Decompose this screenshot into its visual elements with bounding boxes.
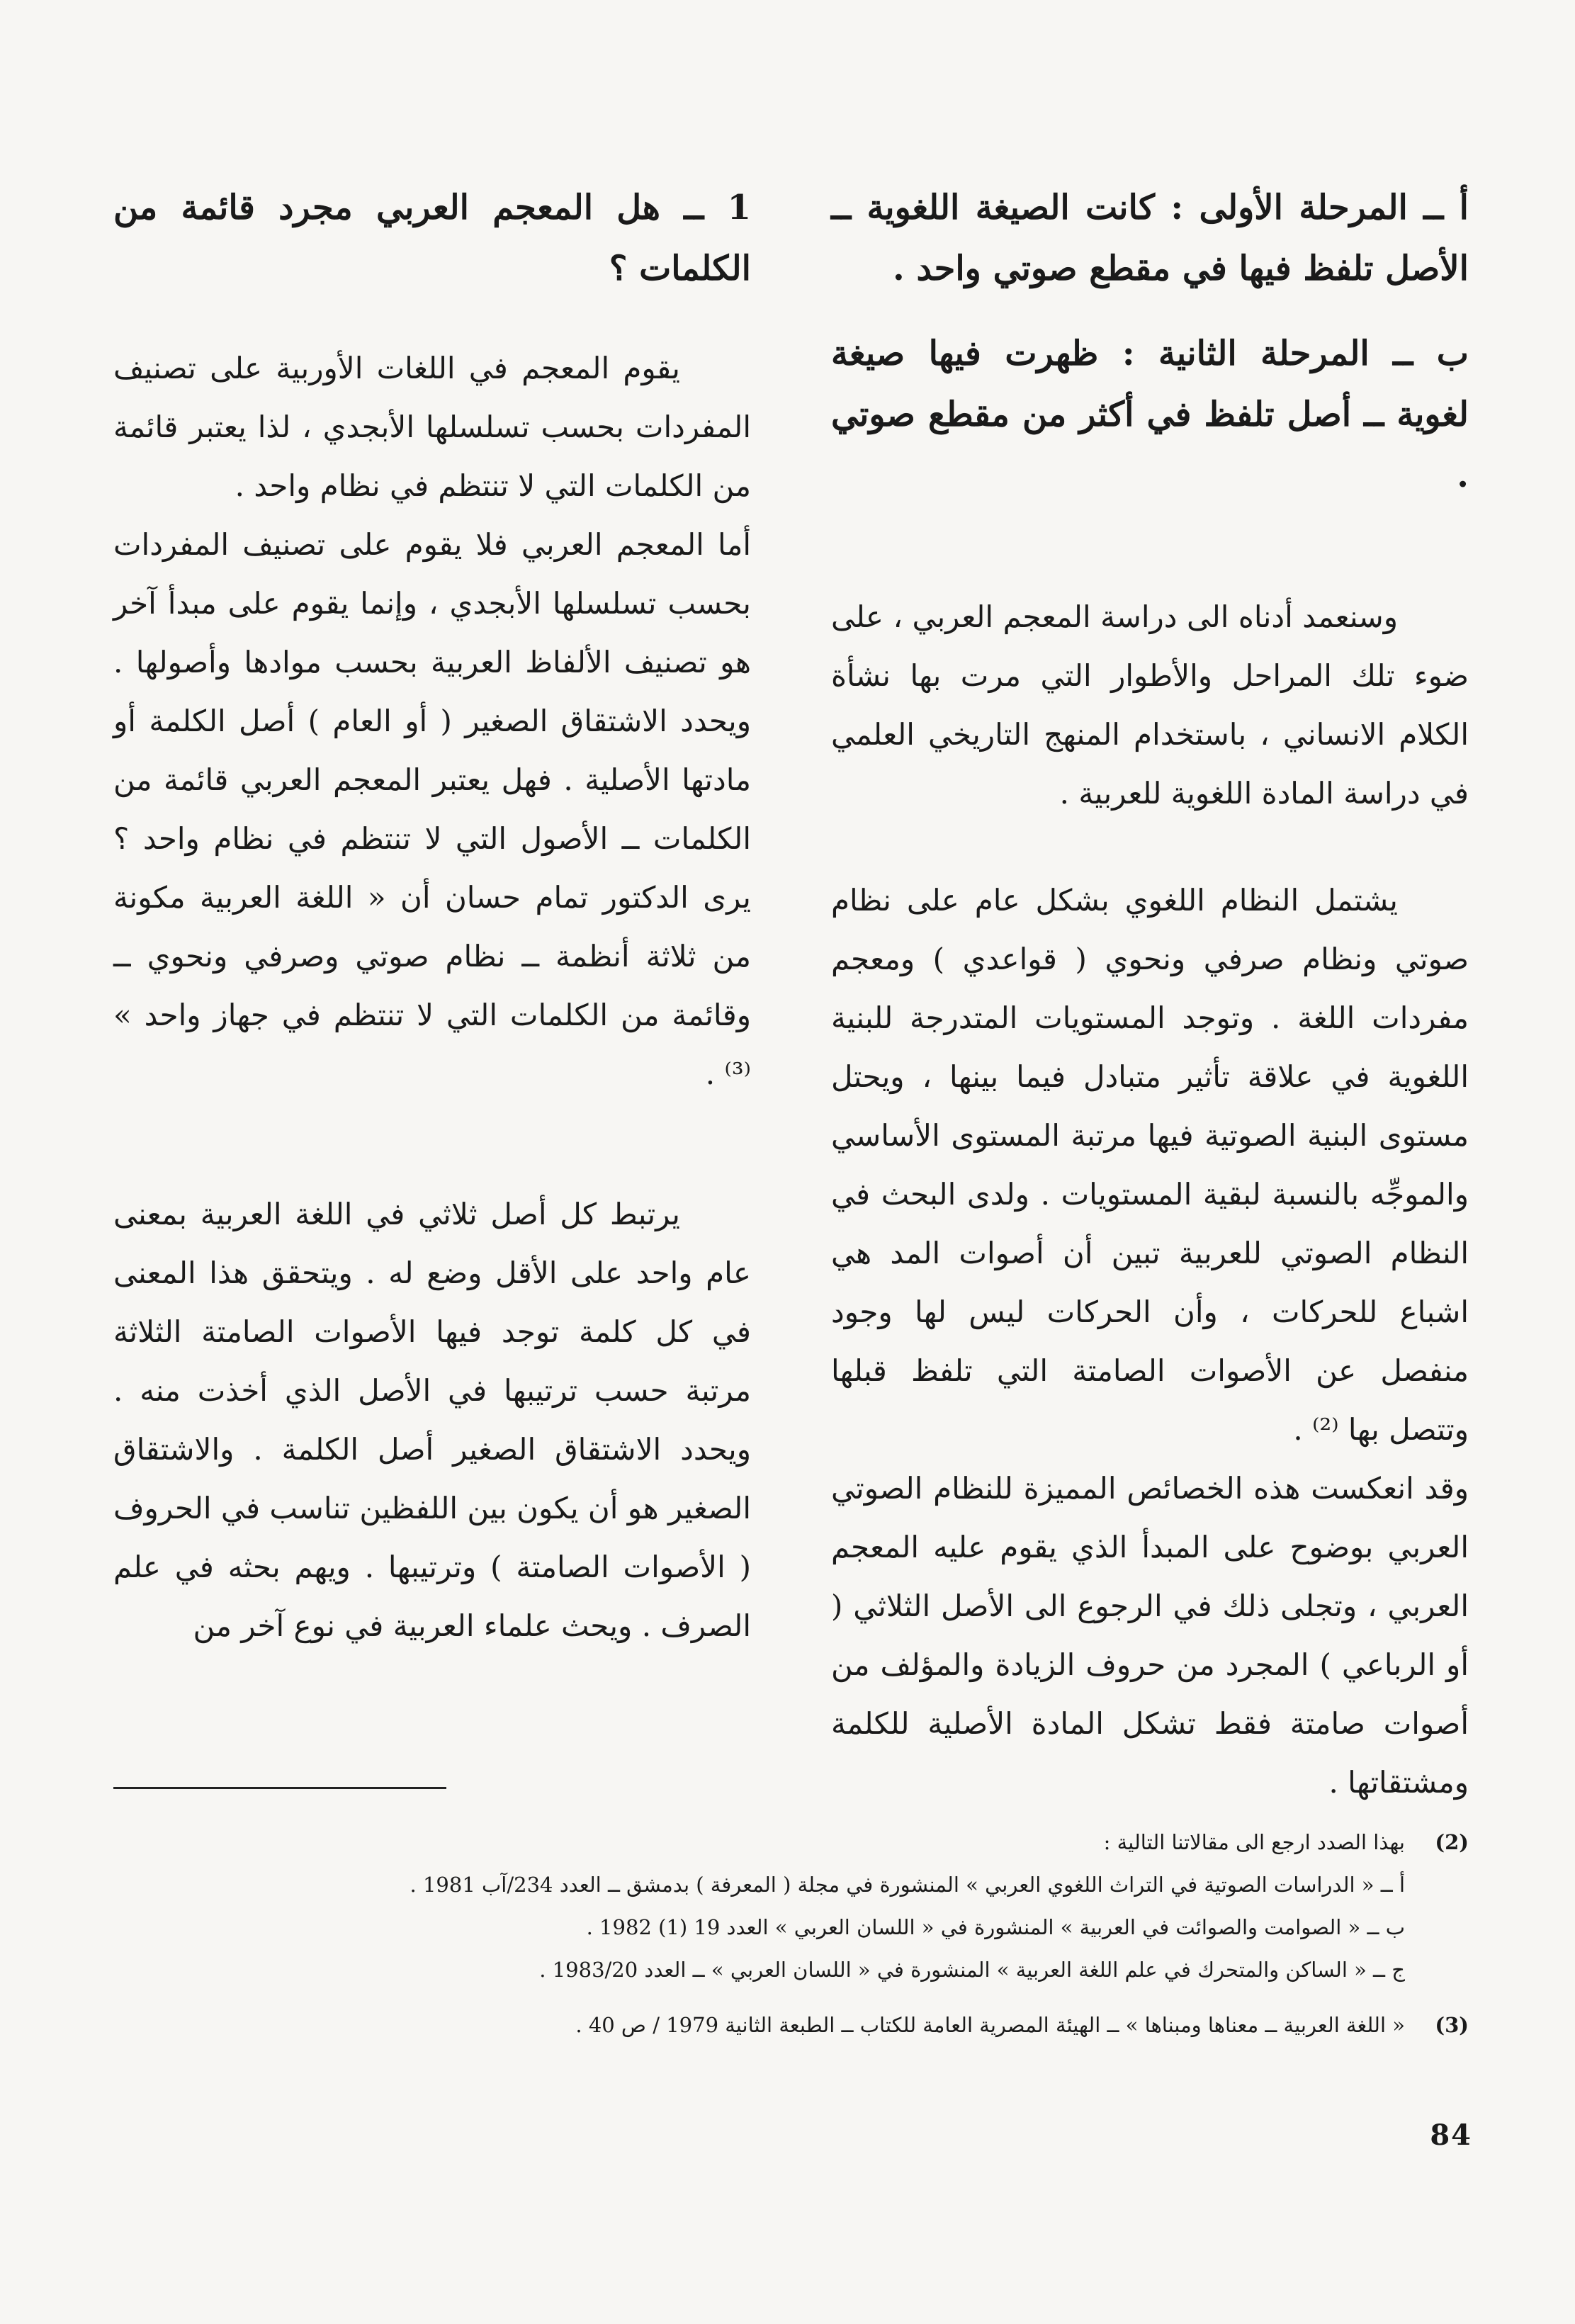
right-paragraph-3: وقد انعكست هذه الخصائص المميزة للنظام الصوتي العربي بوضوح على المبدأ الذي يقوم عليه المعجم العربي ، وتجلى ذلك في الرجوع الى الأصل الثلاثي ( أو الرباعي ) المجرد من حروف الزيادة والمؤلف من أصوات صامتة فقط تشكل المادة الأصلية للكلمة ومشتقاتها . xyxy=(831,1471,1469,1800)
right-column xyxy=(831,177,1469,1812)
right-paragraph-1: وسنعمد أدناه الى دراسة المعجم العربي ، على ضوء تلك المراحل والأطوار التي مرت بها نشأة الكلام الانساني ، باستخدام المنهج التاريخي العلمي في دراسة المادة اللغوية للعربية . xyxy=(831,599,1469,811)
right-paragraph-2: يشتمل النظام اللغوي بشكل عام على نظام صوتي ونظام صرفي ونحوي ( قواعدي ) ومعجم مفردات اللغة . وتوجد المستويات المتدرجة للبنية اللغوية في علاقة تأثير متبادل فيما بينها ، ويحتل مستوى البنية الصوتية فيها مرتبة المستوى الأساسي والموجِّه بالنسبة لبقية المستويات . ولدى البحث في النظام الصوتي للعربية تبين أن أصوات المد هي اشباع للحركات ، وأن الحركات ليس لها وجود منفصل عن الأصوات الصامتة التي تلفظ قبلها وتتصل بها ⁽²⁾ . xyxy=(831,883,1469,1447)
footnote-3 xyxy=(115,2004,1469,2046)
left-paragraph-2: أما المعجم العربي فلا يقوم على تصنيف المفردات بحسب تسلسلها الأبجدي ، وإنما يقوم على مبدأ آخر هو تصنيف الألفاظ العربية بحسب موادها وأصولها . ويحدد الاشتقاق الصغير ( أو العام ) أصل الكلمة أو مادتها الأصلية . فهل يعتبر المعجم العربي قائمة من الكلمات ــ الأصول التي لا تنتظم في نظام واحد ؟ يرى الدكتور تمام حسان أن « اللغة العربية مكونة من ثلاثة أنظمة ــ نظام صوتي وصرفي ونحوي ــ وقائمة من الكلمات التي لا تنتظم في جهاز واحد » ⁽³⁾ . xyxy=(113,527,751,1091)
footnote-2-item-b: ب ــ « الصوامت والصوائت في العربية » المنشورة في « اللسان العربي » العدد 19 (1) 1982 . xyxy=(586,1915,1405,1939)
footnote-2-item-a: أ ــ « الدراسات الصوتية في التراث اللغوي العربي » المنشورة في مجلة ( المعرفة ) بدمشق ــ العدد 234/آب 1981 . xyxy=(410,1873,1405,1897)
page-number: 84 xyxy=(1430,2119,1472,2152)
footnote-3-text: « اللغة العربية ــ معناها ومبناها » ــ الهيئة المصرية العامة للكتاب ــ الطبعة الثانية 1979 / ص 40 . xyxy=(575,2013,1405,2037)
footnotes xyxy=(115,1821,1469,2046)
left-paragraph-3: يرتبط كل أصل ثلاثي في اللغة العربية بمعنى عام واحد على الأقل وضع له . ويتحقق هذا المعنى في كل كلمة توجد فيها الأصوات الصامتة الثلاثة مرتبة حسب ترتيبها في الأصل الذي أخذت منه . ويحدد الاشتقاق الصغير أصل الكلمة . والاشتقاق الصغير هو أن يكون بين اللفظين تناسب في الحروف ( الأصوات الصامتة ) وترتيبها . ويهم بحثه في علم الصرف . ويحث علماء العربية في نوع آخر من xyxy=(113,1197,751,1643)
footnote-divider xyxy=(113,1787,446,1789)
footnote-2-number: (2) xyxy=(1435,1830,1469,1854)
section-heading: 1 ــ هل المعجم العربي مجرد قائمة من الكلمات ؟ xyxy=(113,188,751,288)
left-column xyxy=(113,177,751,1655)
left-paragraph-1: يقوم المعجم في اللغات الأوربية على تصنيف المفردات بحسب تسلسلها الأبجدي ، لذا يعتبر قائمة من الكلمات التي لا تنتظم في نظام واحد . xyxy=(113,351,751,503)
footnote-3-number: (3) xyxy=(1435,2013,1469,2037)
phase-b-heading: ب ــ المرحلة الثانية : ظهرت فيها صيغة لغوية ــ أصل تلفظ في أكثر من مقطع صوتي . xyxy=(831,334,1469,495)
footnote-2-intro-text: بهذا الصدد ارجع الى مقالاتنا التالية : xyxy=(1103,1830,1405,1854)
footnote-2-item-c: ج ــ « الساكن والمتحرك في علم اللغة العربية » المنشورة في « اللسان العربي » ــ العدد 1983/20 . xyxy=(539,1958,1405,1982)
phase-a-heading: أ ــ المرحلة الأولى : كانت الصيغة اللغوية ــ الأصل تلفظ فيها في مقطع صوتي واحد . xyxy=(831,188,1469,288)
footnote-2-intro xyxy=(115,1821,1469,1863)
